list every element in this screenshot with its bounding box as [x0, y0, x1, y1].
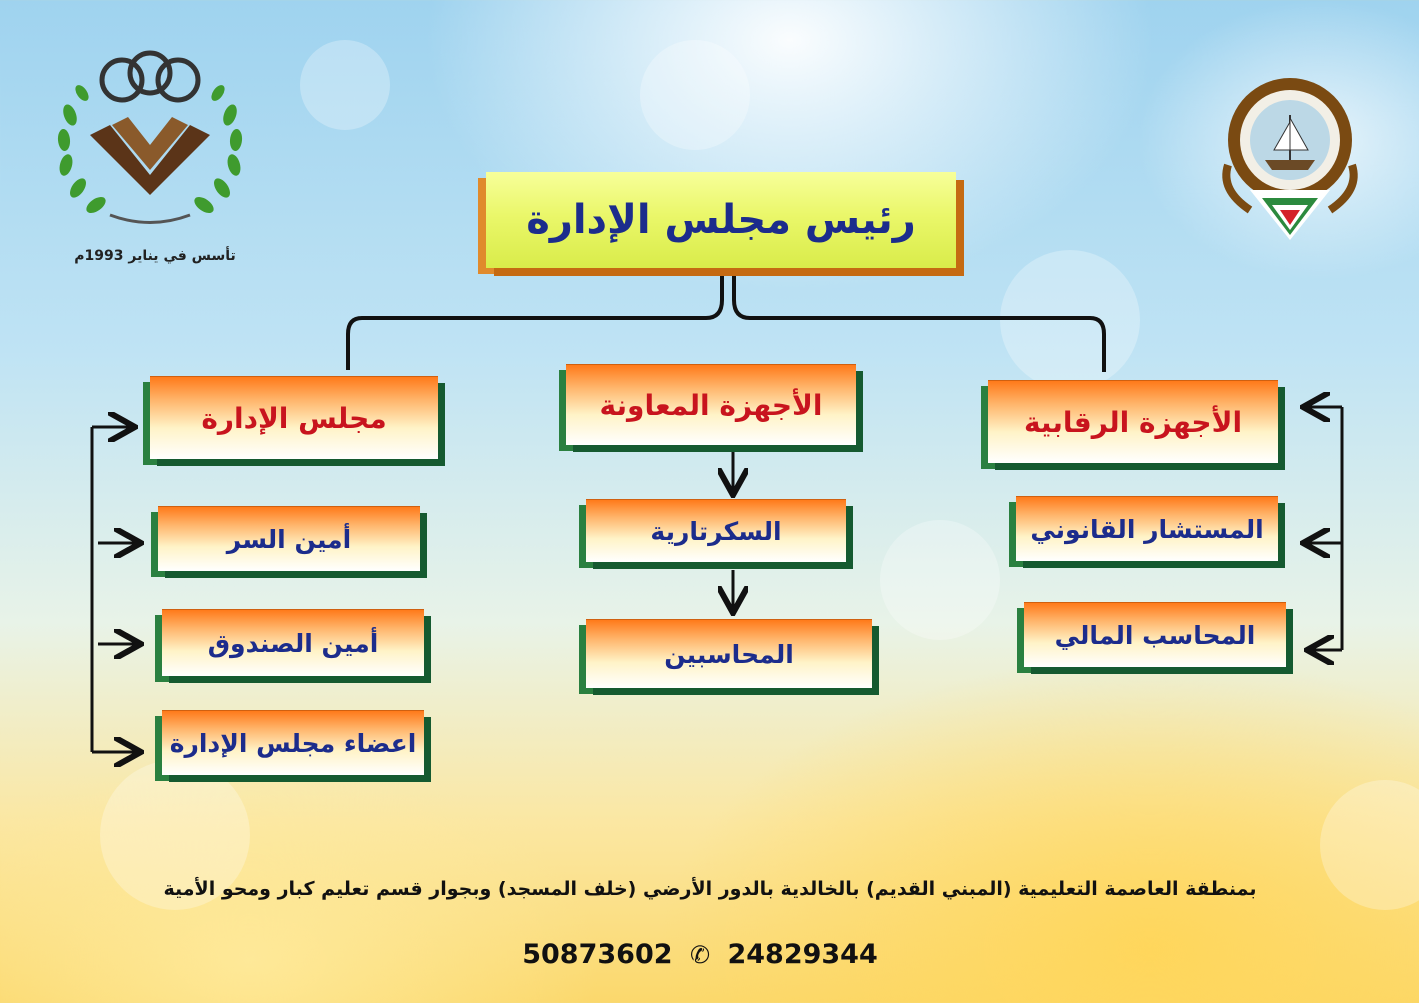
support-bodies-box: الأجهزة المعاونة [566, 364, 856, 445]
address-text: بمنطقة العاصمة التعليمية (المبني القديم) بالخالدية بالدور الأرضي (خلف المسجد) وبجوار قسم تعليم كبار ومحو الأمية [163, 878, 1257, 900]
oversight-bodies-box: الأجهزة الرقابية [988, 380, 1278, 463]
legal-advisor-box: المستشار القانوني [1016, 496, 1278, 561]
founded-text: تأسس في يناير 1993م [74, 248, 236, 264]
accountants-box: المحاسبين [586, 619, 872, 688]
secretary-general-box: أمين السر [158, 506, 420, 571]
phone-icon: ✆ [689, 940, 711, 969]
financial-accountant-box: المحاسب المالي [1024, 602, 1286, 667]
phone-number-2: 24829344 [727, 939, 878, 970]
board-of-directors-box: مجلس الإدارة [150, 376, 438, 459]
chairman-box: رئيس مجلس الإدارة [486, 172, 956, 268]
phone-number-1: 50873602 [522, 939, 673, 970]
treasurer-box: أمين الصندوق [162, 609, 424, 676]
phone-numbers [440, 938, 960, 970]
secretariat-box: السكرتارية [586, 499, 846, 562]
board-members-box: اعضاء مجلس الإدارة [162, 710, 424, 775]
